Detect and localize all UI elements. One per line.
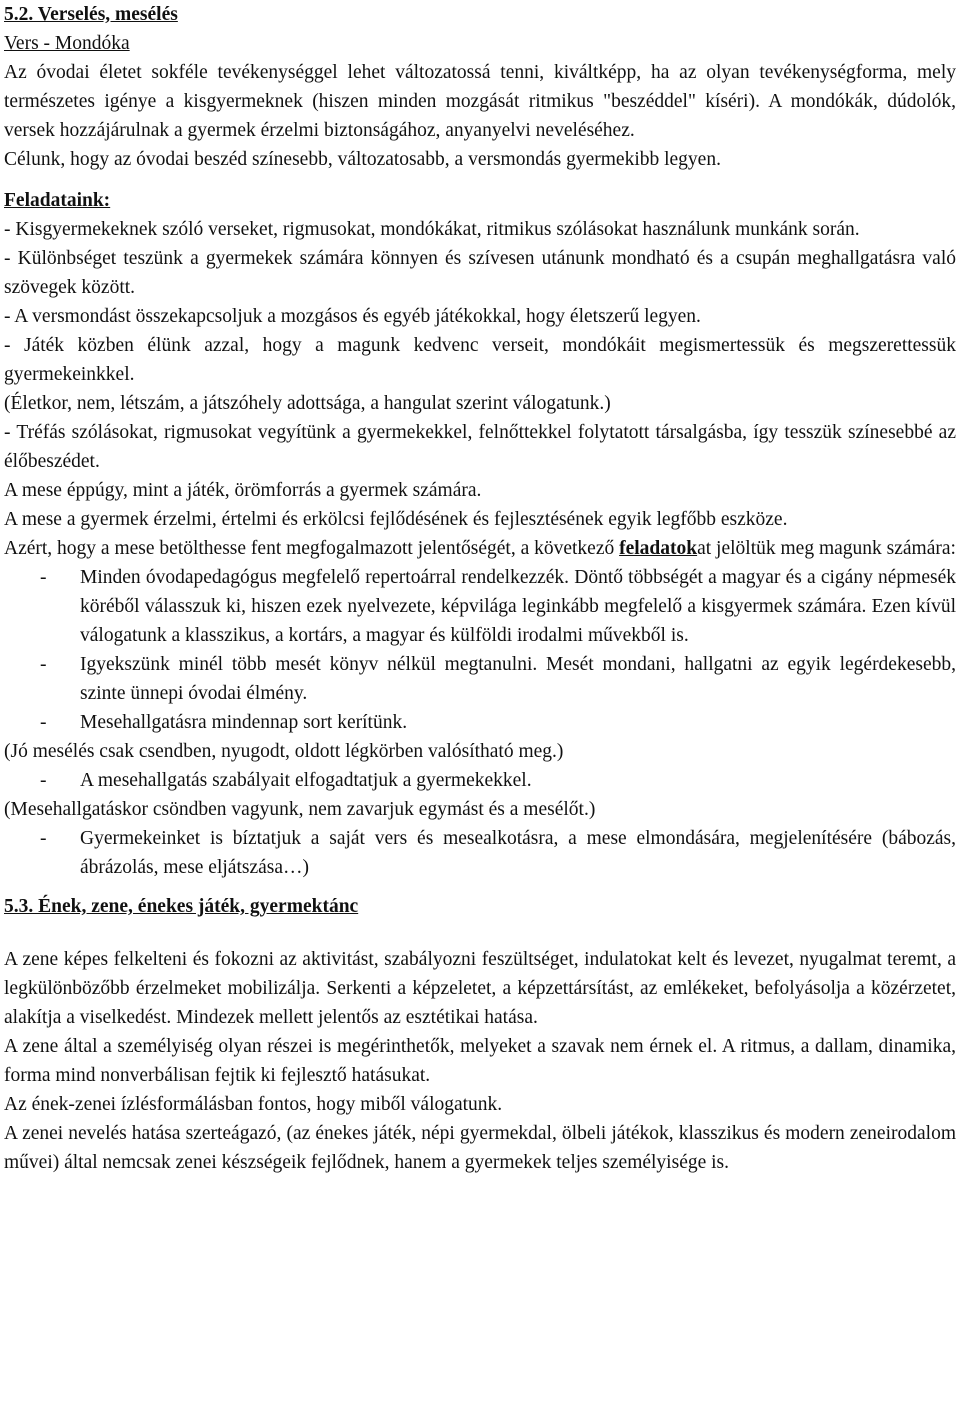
- list-item-text: Minden óvodapedagógus megfelelő repertoárral rendelkezzék. Döntő többségét a magyar és a cigány népmesék köréből válasszuk ki, hiszen ezek nyelvezete, képvilága leginkább megfelelő a kisgyermek számára. Ezen kívül válogatunk a klasszikus, a kortárs, a magyar és külföldi irodalmi művekből is.: [80, 567, 956, 646]
- tasks-label: Feladataink:: [4, 190, 111, 211]
- dash-bullet: -: [40, 712, 47, 733]
- dash-bullet: -: [40, 654, 47, 675]
- subsection-heading-vers-mondoka: Vers - Mondóka: [4, 33, 130, 54]
- list-item-text: A mesehallgatás szabályait elfogadtatjuk a gyermekekkel.: [80, 770, 532, 791]
- tale-task-list-2: [4, 766, 956, 795]
- dash-bullet: -: [40, 567, 47, 588]
- list-item: [4, 563, 956, 650]
- music-paragraph-1: A zene képes felkelteni és fokozni az aktivitást, szabályozni feszültséget, indulatokat kelt és levezet, nyugalmat teremt, a legkülönbözőbb érzelmeket mobilizálja. Serkenti a képzeletet, a képzettársítást, az emlékeket, befolyásolja a közérzetet, alakítja a viselkedést. Mindezek mellett jelentős az esztétikai hatása.: [4, 949, 956, 1028]
- task-item-1: - Kisgyermekeknek szóló verseket, rigmusokat, mondókákat, ritmikus szólásokat használunk munkánk során.: [4, 219, 860, 240]
- tale-task-list: [4, 563, 956, 737]
- list-item-text: Igyekszünk minél több mesét könyv nélkül megtanulni. Mesét mondani, hallgatni az egyik legérdekesebb, szinte ünnepi óvodai élmény.: [80, 654, 956, 704]
- music-paragraph-2: A zene által a személyiség olyan részei is megérinthetők, melyeket a szavak nem érnek el. A ritmus, a dallam, dinamika, forma mind nonverbálisan fejtik ki fejlesztő hatásukat.: [4, 1036, 956, 1086]
- task-item-4: - Játék közben élünk azzal, hogy a magunk kedvenc verseit, mondókáit megismertessük és megszerettessük gyermekeinkkel.: [4, 335, 956, 385]
- section-heading-5-2: 5.2. Verselés, mesélés: [4, 4, 178, 25]
- tale-note-1: (Jó mesélés csak csendben, nyugodt, oldott légkörben valósítható meg.): [4, 741, 564, 762]
- list-item: [4, 708, 956, 737]
- tale-paragraph-1: A mese éppúgy, mint a játék, örömforrás a gyermek számára.: [4, 480, 482, 501]
- music-paragraph-3: Az ének-zenei ízlésformálásban fontos, hogy miből válogatunk.: [4, 1094, 503, 1115]
- tale-paragraph-3-start: Azért, hogy a mese betölthesse fent megfogalmazott jelentőségét, a következő: [4, 538, 620, 559]
- task-item-2: - Különbséget teszünk a gyermekek számára könnyen és szívesen utánunk mondható és a csupán meghallgatásra való szövegek között.: [4, 248, 956, 298]
- tale-paragraph-3-keyword: feladatok: [619, 538, 698, 559]
- dash-bullet: -: [40, 770, 47, 791]
- task-note: (Életkor, nem, létszám, a játszóhely adottsága, a hangulat szerint válogatunk.): [4, 393, 611, 414]
- dash-bullet: -: [40, 828, 47, 849]
- goal-paragraph: Célunk, hogy az óvodai beszéd színesebb, változatosabb, a versmondás gyermekibb legyen.: [4, 149, 721, 170]
- list-item: [4, 766, 956, 795]
- tale-paragraph-3-end: at jelöltük meg magunk számára:: [697, 538, 956, 559]
- list-item: [4, 824, 956, 882]
- tale-paragraph-2: A mese a gyermek érzelmi, értelmi és erkölcsi fejlődésének és fejlesztésének egyik legfőbb eszköze.: [4, 509, 788, 530]
- list-item-text: Gyermekeinket is bíztatjuk a saját vers és mesealkotásra, a mese elmondására, megjelenítésére (bábozás, ábrázolás, mese eljátszása…): [80, 828, 956, 878]
- task-item-5: - Tréfás szólásokat, rigmusokat vegyítünk a gyermekekkel, felnőttekkel folytatott társalgásba, így tesszük színesebbé az élőbeszédet.: [4, 422, 956, 472]
- music-paragraph-4: A zenei nevelés hatása szerteágazó, (az énekes játék, népi gyermekdal, ölbeli játékok, klasszikus és modern zeneirodalom művei) által nemcsak zenei készségeik fejlődnek, hanem a gyermekek teljes személyisége is.: [4, 1123, 956, 1173]
- intro-paragraph: Az óvodai életet sokféle tevékenységgel lehet változatossá tenni, kiváltképp, ha az olyan tevékenységforma, mely természetes igénye a kisgyermeknek (hiszen minden mozgását ritmikus "beszéddel" kíséri). A mondókák, dúdolók, versek hozzájárulnak a gyermek érzelmi biztonságához, anyanyelvi neveléséhez.: [4, 62, 956, 141]
- tale-note-2: (Mesehallgatáskor csöndben vagyunk, nem zavarjuk egymást és a mesélőt.): [4, 799, 596, 820]
- tale-task-list-3: [4, 824, 956, 882]
- tale-paragraph-3: [4, 534, 956, 563]
- list-item-text: Mesehallgatásra mindennap sort kerítünk.: [80, 712, 408, 733]
- task-item-3: - A versmondást összekapcsoljuk a mozgásos és egyéb játékokkal, hogy életszerű legyen.: [4, 306, 701, 327]
- section-heading-5-3: 5.3. Ének, zene, énekes játék, gyermektánc: [4, 896, 359, 917]
- list-item: [4, 650, 956, 708]
